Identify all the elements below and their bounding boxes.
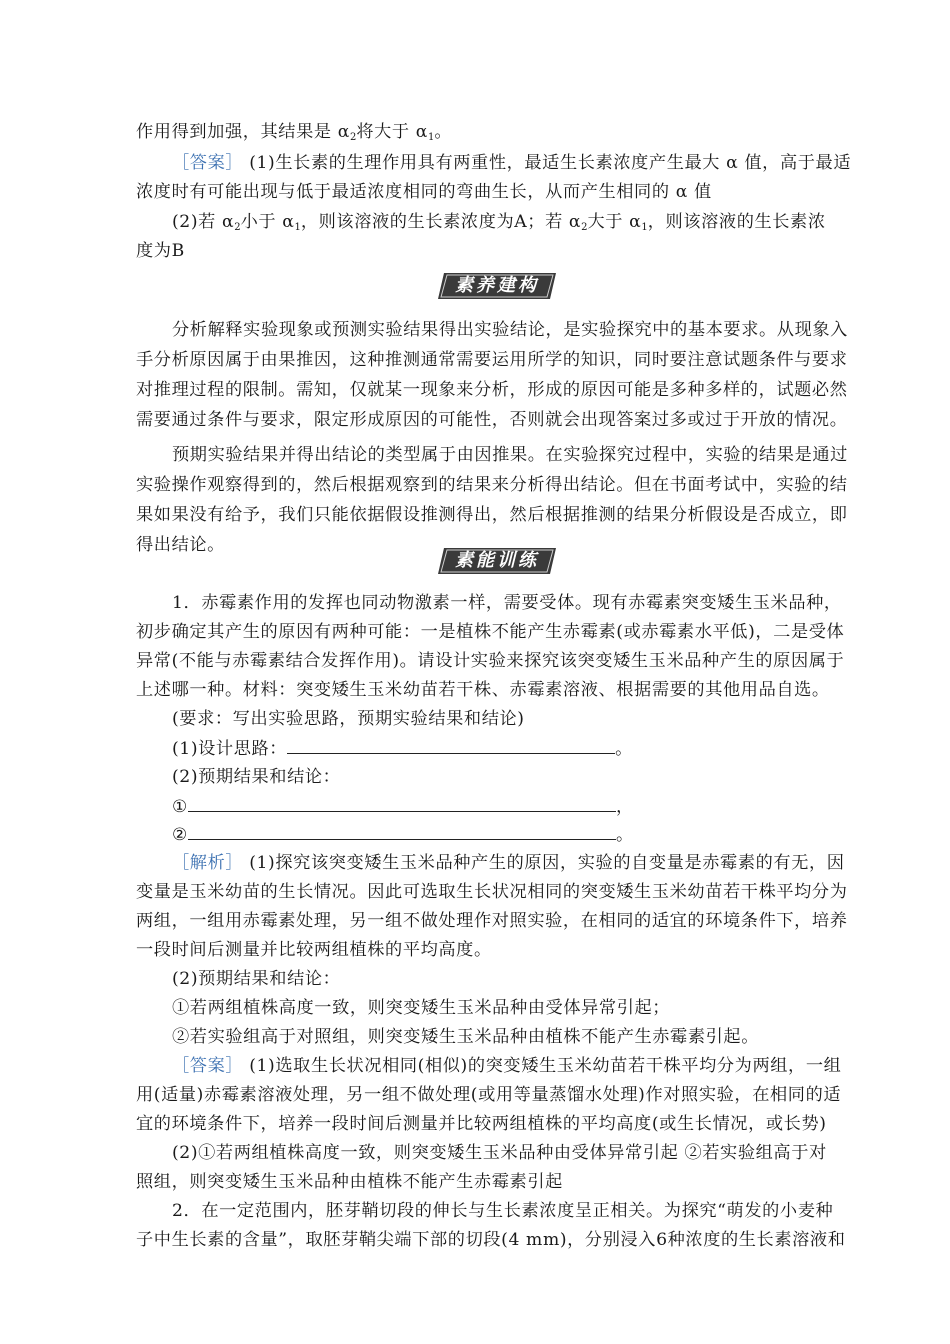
question-line: 异常(不能与赤霉素结合发挥作用)。请设计实验来探究该突变矮生玉米品种产生的原因属于	[136, 651, 845, 671]
analysis-line: ②若实验组高于对照组，则突变矮生玉米品种由植株不能产生赤霉素引起。	[172, 1027, 759, 1047]
answer-line: 照组，则突变矮生玉米品种由植株不能产生赤霉素引起	[136, 1172, 563, 1192]
question-line: 2．在一定范围内，胚芽鞘切段的伸长与生长素浓度呈正相关。为探究“萌发的小麦种	[172, 1201, 834, 1221]
answer-blank[interactable]	[188, 794, 616, 812]
question-line: 上述哪一种。材料：突变矮生玉米幼苗若干株、赤霉素溶液、根据需要的其他用品自选。	[136, 680, 830, 700]
paragraph-line: 需要通过条件与要求，限定形成原因的可能性，否则就会出现答案过多或过于开放的情况。	[136, 410, 848, 430]
analysis-line: ①若两组植株高度一致，则突变矮生玉米品种由受体异常引起；	[172, 998, 671, 1018]
answer-blank[interactable]	[188, 822, 616, 840]
section-banner-literacy	[438, 271, 556, 301]
paragraph-line: 手分析原因属于由果推因，这种推测通常需要运用所学的知识，同时要注意试题条件与要求	[136, 350, 848, 370]
text-line: 浓度时有可能出现与低于最适浓度相同的弯曲生长，从而产生相同的 α 值	[136, 182, 712, 202]
question-line: 1．赤霉素作用的发挥也同动物激素一样，需要受体。现有赤霉素突变矮生玉米品种，	[172, 593, 842, 613]
design-line: (1)设计思路： 。	[172, 736, 852, 761]
analysis-tag: ［解析］	[172, 853, 244, 873]
answer-line: ［答案］ (1)生长素的生理作用具有两重性，最适生长素浓度产生最大 α 值，高于最适	[172, 153, 852, 173]
question-line: 初步确定其产生的原因有两种可能：一是植株不能产生赤霉素(或赤霉素水平低)，二是受体	[136, 622, 845, 642]
text-line: 度为B	[136, 241, 185, 261]
answer-line: (2)①若两组植株高度一致，则突变矮生玉米品种由受体异常引起 ②若实验组高于对	[172, 1143, 827, 1163]
text-line: (2)若 $\alpha_2$小于 $\alpha_1$，则该溶液的生长素浓度为A；若 $\alpha_2$大于 $\alpha_1$，则该溶液的生长素浓	[172, 212, 826, 233]
blank-line: ② 。	[172, 822, 852, 847]
text-line: 作用得到加强，其结果是 $\alpha_2$将大于 $\alpha_1$。	[136, 122, 453, 143]
section-banner-training	[438, 546, 556, 576]
paragraph-line: 实验操作观察得到的，然后根据观察到的结果来分析得出结论。但在书面考试中，实验的结	[136, 475, 848, 495]
answer-tag: ［答案］	[172, 1056, 244, 1076]
banner-title: 素能训练	[455, 550, 539, 571]
paragraph-line: 分析解释实验现象或预测实验结果得出实验结论，是实验探究中的基本要求。从现象入	[172, 320, 848, 340]
analysis-line: 一段时间后测量并比较两组植株的平均高度。	[136, 940, 492, 960]
analysis-line: 变量是玉米幼苗的生长情况。因此可选取生长状况相同的突变矮生玉米幼苗若干株平均分为	[136, 882, 848, 902]
analysis-line: 两组，一组用赤霉素处理，另一组不做处理作对照实验，在相同的适宜的环境条件下，培养	[136, 911, 848, 931]
answer-line: 用(适量)赤霉素溶液处理，另一组不做处理(或用等量蒸馏水处理)作对照实验，在相同的适	[136, 1085, 842, 1105]
answer-blank[interactable]	[287, 736, 615, 754]
paragraph-line: 果如果没有给予，我们只能依据假设推测得出，然后根据推测的结果分析假设是否成立，即	[136, 505, 848, 525]
paragraph-line: 预期实验结果并得出结论的类型属于由因推果。在实验探究过程中，实验的结果是通过	[172, 445, 848, 465]
answer-line: ［答案］ (1)选取生长状况相同(相似)的突变矮生玉米幼苗若干株平均分为两组，一组	[172, 1056, 842, 1076]
answer-line: 宜的环境条件下，培养一段时间后测量并比较两组植株的平均高度(或生长情况，或长势)	[136, 1114, 827, 1134]
paragraph-line: 对推理过程的限制。需知，仅就某一现象来分析，形成的原因可能是多种多样的，试题必然	[136, 380, 848, 400]
analysis-line: ［解析］ (1)探究该突变矮生玉米品种产生的原因，实验的自变量是赤霉素的有无，因	[172, 853, 845, 873]
blank-line: ① ，	[172, 794, 852, 819]
paragraph-line: 得出结论。	[136, 535, 225, 555]
analysis-line: (2)预期结果和结论：	[172, 969, 341, 989]
answer-tag: ［答案］	[172, 153, 244, 173]
banner-title: 素养建构	[455, 275, 539, 296]
requirement-line: (要求：写出实验思路，预期实验结果和结论)	[172, 709, 525, 729]
question-line: 子中生长素的含量”，取胚芽鞘尖端下部的切段(4 mm)，分别浸入6种浓度的生长素溶液和	[136, 1230, 846, 1250]
predict-line: (2)预期结果和结论：	[172, 767, 341, 787]
